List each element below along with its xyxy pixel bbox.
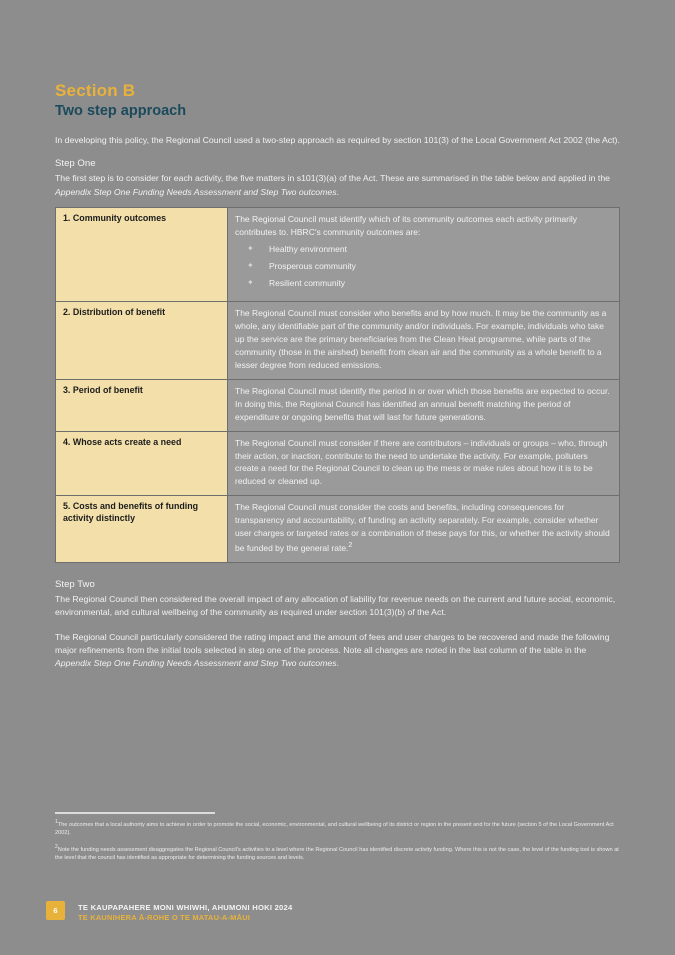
step-one-paragraph-prefix: The first step is to consider for each activity, the five matters in s101(3)(a) of the Act. These are summarised in the table below and applied in the — [55, 173, 610, 184]
footer-title-line-1: TE KAUPAPAHERE MONI WHIWHI, AHUMONI HOKI 2024 — [78, 903, 293, 912]
list-item: ✦ Resilient community — [247, 278, 612, 290]
footnote-1 — [55, 819, 620, 838]
matter-label: 2. Distribution of benefit — [56, 302, 228, 380]
step-two-paragraph-2-prefix: The Regional Council particularly considered the rating impact and the amount of fees and user charges to be recovered and made the following major refinements from the initial tools selected in step one of the process. Note all changes are noted in the last column of the table in the — [55, 631, 610, 655]
step-one-paragraph-italic: Appendix Step One Funding Needs Assessment and Step Two outcomes — [55, 186, 337, 197]
matter-description-cell — [228, 207, 620, 301]
step-one-paragraph — [55, 172, 620, 198]
matter-description-text: The Regional Council must consider the costs and benefits, including consequences for transparency and accountability, of funding an activity separately. For example, consider whether user charges or targeted rates or a combination of these pays for this, or whether the activity should be funded by the general rate. — [235, 502, 610, 553]
matter-label: 3. Period of benefit — [56, 379, 228, 431]
step-two-paragraph-2 — [55, 631, 620, 671]
matter-description: The Regional Council must consider if there are contributors – individuals or groups – who, through their action, or inaction, contribute to the need to undertake the activity. For example, polluters create a need for the Regional Council to clean up the mess or make rules about how it is to be reduced or cleaned up. — [235, 437, 608, 487]
matter-description-cell — [228, 496, 620, 562]
footer-text — [78, 901, 292, 923]
matter-description: The Regional Council must consider who benefits and by how much. It may be the community as a whole, any identifiable part of the community and/or individuals. For example, individuals who take up the service are the primary beneficiaries from the Clean Heat programme, while parts of the community (those in the airshed) benefit from clean air and the community as a whole benefit to a lesser degree from reduced emissions. — [235, 308, 607, 371]
page-content — [55, 82, 620, 681]
section-label: Section B — [55, 81, 136, 100]
footnote-marker: 2 — [55, 843, 58, 850]
footnotes-area — [55, 812, 620, 868]
step-one-heading: Step One — [55, 158, 96, 169]
table-row — [56, 496, 620, 562]
community-outcomes-list — [235, 244, 612, 290]
table-row — [56, 207, 620, 301]
footnote-divider — [55, 812, 215, 814]
list-item: ✦ Prosperous community — [247, 261, 612, 273]
page-footer — [46, 901, 292, 923]
table-row — [56, 431, 620, 496]
matter-description: The Regional Council must identify the period in or over which those benefits are expected to occur. In doing this, the Regional Council has identified an annual benefit matching the period of expenditure or ongoing benefits that will last for future generations. — [235, 385, 610, 422]
five-matters-table — [55, 207, 620, 563]
matter-description-cell — [228, 302, 620, 380]
matter-label: 5. Costs and benefits of funding activity distinctly — [56, 496, 228, 562]
footnote-2 — [55, 844, 620, 863]
matter-description — [235, 501, 612, 554]
matter-label: 1. Community outcomes — [56, 207, 228, 301]
step-two-heading: Step Two — [55, 578, 95, 590]
footnote-ref-2: 2 — [348, 540, 353, 549]
step-two-paragraph-1: The Regional Council then considered the overall impact of any allocation of liability for revenue needs on the current and future social, economic, environmental, and cultural wellbeing of the community as required under section 101(3)(b) of the Act. — [55, 594, 616, 618]
matter-description-cell — [228, 379, 620, 431]
footnote-text: The outcomes that a local authority aims to achieve in order to promote the social, economic, environmental, and cultural wellbeing of its district or region in the present and for the future (section 5 of the Local Government Act 2002). — [55, 821, 614, 837]
matter-label: 4. Whose acts create a need — [56, 431, 228, 496]
footnote-marker: 1 — [55, 819, 58, 825]
table-row — [56, 302, 620, 380]
footnote-text: Note the funding needs assessment disaggregates the Regional Council's activities to a level where the Regional Council has identified discrete activity funding. Where this is not the case, the level of the funding tool is shown at the level that the council has identified as appropriate for determining the funding sources and levels. — [55, 846, 619, 861]
step-two-paragraph-2-italic: Appendix Step One Funding Needs Assessment and Step Two outcomes — [55, 658, 337, 669]
page-title: Two step approach — [55, 102, 187, 119]
intro-paragraph: In developing this policy, the Regional Council used a two-step approach as required by section 101(3) of the Local Government Act 2002 (the Act). — [55, 134, 620, 145]
table-row — [56, 379, 620, 431]
step-two-paragraph-2-suffix: . — [336, 658, 339, 669]
step-one-paragraph-suffix: . — [336, 186, 339, 197]
matter-description: The Regional Council must identify which of its community outcomes each activity primarily contributes to. HBRC's community outcomes are: — [235, 213, 578, 237]
list-item: ✦ Healthy environment — [247, 244, 612, 256]
footer-title-line-2: TE KAUNIHERA Ā-ROHE O TE MATAU-A-MĀUI — [78, 913, 251, 923]
page-number-badge: 6 — [46, 901, 65, 920]
matter-description-cell — [228, 431, 620, 496]
